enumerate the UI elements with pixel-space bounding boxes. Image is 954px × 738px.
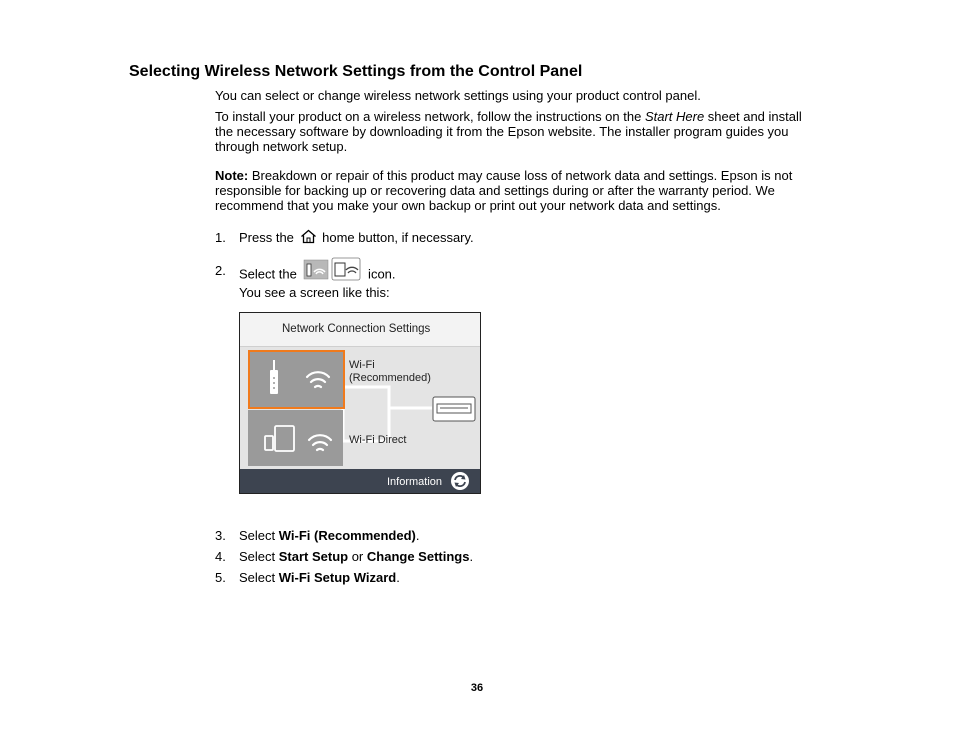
note-text: Breakdown or repair of this product may cause loss of network data and settings. Epson is not responsible for backing up or recovering data and settings during or after the warranty period. We recommend that you make your own backup or print out your network data and settings. [215,168,793,213]
note-label: Note: [215,168,249,183]
step-3-text-after: . [415,528,420,543]
step-3-number: 3. [215,528,226,543]
install-paragraph [215,109,815,154]
install-text-after: sheet and install the necessary software by downloading it from the Epson website. The installer program guides you through network setup. [215,109,802,154]
page-heading: Selecting Wireless Network Settings from the Control Panel [129,63,583,80]
router-icon [270,360,278,394]
network-connection-settings-screen [239,312,481,494]
wifi-direct-tile[interactable] [248,410,343,466]
wifi-recommended-tile[interactable] [248,350,345,409]
page-number: 36 [470,682,484,694]
wifi-setup-wizard-term: Wi-Fi Setup Wizard [278,570,397,585]
step-4-text-before: Select [239,549,279,564]
information-bar[interactable] [240,469,480,493]
wifi-direct-label[interactable]: Wi-Fi Direct [349,434,407,446]
start-here-term: Start Here [644,109,705,124]
start-setup-term: Start Setup [278,549,349,564]
step-5-number: 5. [215,570,226,585]
step-2-text-before: Select the [239,266,301,282]
screen-caption: You see a screen like this: [239,285,390,300]
step-4-text-after: . [469,549,474,564]
network-settings-icon [302,257,362,281]
step-2-number: 2. [215,263,226,278]
router-wifi-graphic [250,352,343,407]
note-paragraph [215,168,815,213]
printer-icon [432,396,476,422]
step-5 [239,570,400,585]
step-4-text-middle: or [348,549,367,564]
step-2 [239,263,396,287]
install-text-before: To install your product on a wireless network, follow the instructions on the [215,109,645,124]
wifi-icon [307,372,329,387]
wifi-recommended-label[interactable] [349,359,431,385]
step-3 [239,528,419,543]
step-4-number: 4. [215,549,226,564]
step-1 [239,230,474,246]
home-icon [300,229,317,244]
step-4 [239,549,473,564]
information-label: Information [386,476,442,488]
refresh-icon[interactable] [450,471,470,491]
wifi-label-line2: (Recommended) [349,372,431,384]
step-5-text-after: . [396,570,400,585]
change-settings-term: Change Settings [366,549,470,564]
step-2-text-after: icon. [364,266,396,282]
step-5-text-before: Select [239,570,279,585]
step-3-text-before: Select [239,528,279,543]
step-1-number: 1. [215,230,226,245]
wifi-icon [309,435,331,450]
screen-title: Network Connection Settings [282,323,431,335]
devices-wifi-graphic [248,410,343,466]
wifi-label-line1: Wi-Fi [349,359,375,371]
wifi-recommended-term: Wi-Fi (Recommended) [278,528,416,543]
step-1-text-before: Press the [239,230,298,245]
step-1-text-after: home button, if necessary. [318,230,474,245]
intro-paragraph: You can select or change wireless network settings using your product control panel. [215,88,701,103]
devices-icon [265,426,294,451]
